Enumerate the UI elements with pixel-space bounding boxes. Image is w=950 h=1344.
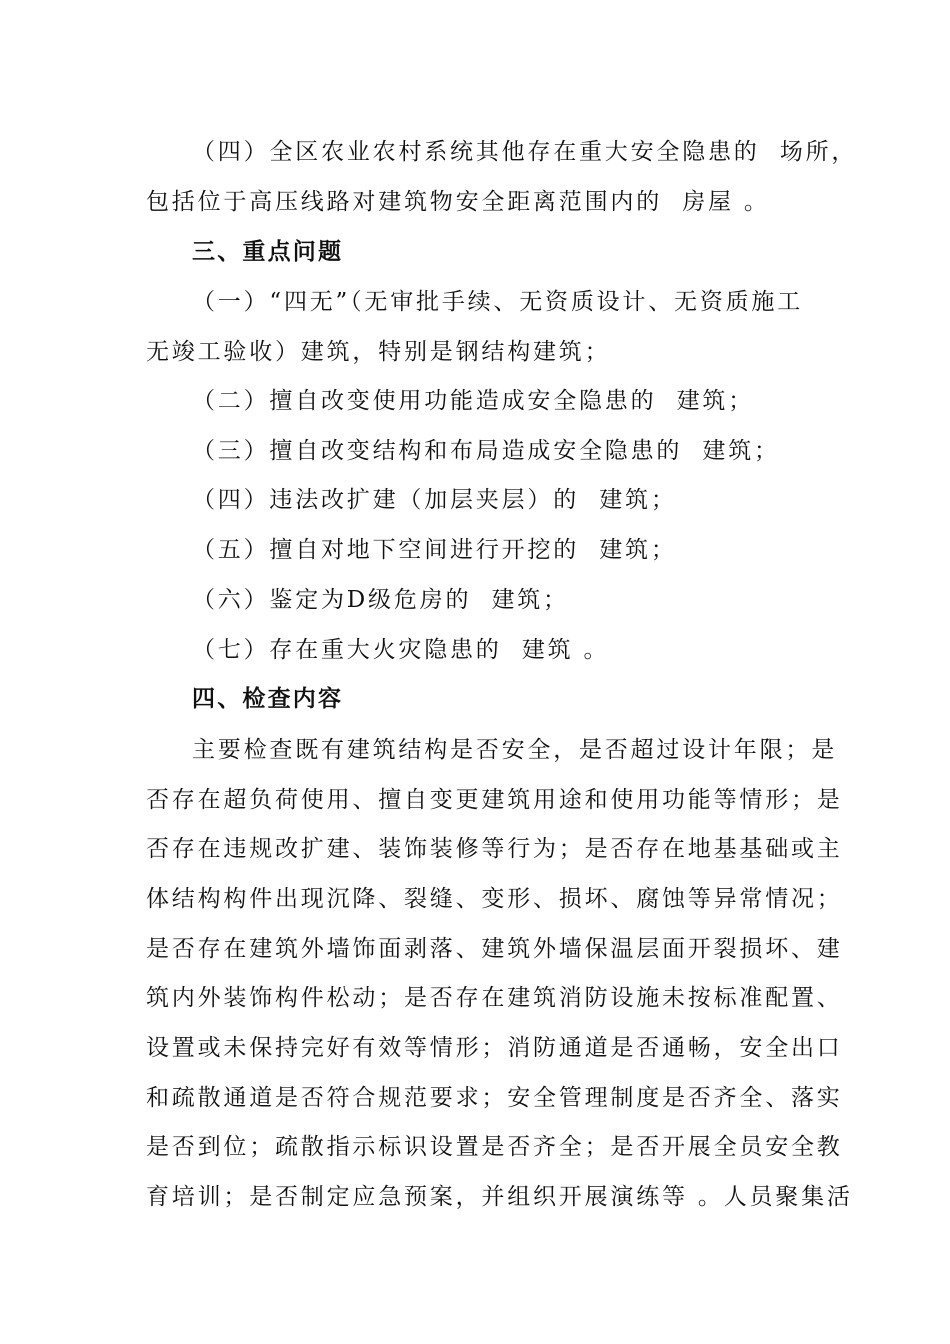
list-item: （七）存在重大火灾隐患的 建筑 。 [192, 637, 610, 663]
body-line: 否存在超负荷使用、擅自变更建筑用途和使用功能等情形；是 [146, 787, 843, 813]
body-line: 是否到位；疏散指示标识设置是否齐全；是否开展全员安全教 [146, 1134, 843, 1160]
paragraph-line: 包括位于高压线路对建筑物安全距离范围内的 房屋 。 [146, 189, 770, 215]
body-line: 育培训；是否制定应急预案，并组织开展演练等 。人员聚集活 [146, 1184, 853, 1210]
body-line: 和疏散通道是否符合规范要求；安全管理制度是否齐全、落实 [146, 1085, 843, 1111]
list-item: （五）擅自对地下空间进行开挖的 建筑； [192, 537, 677, 563]
body-line: 是否存在建筑外墙饰面剥落、建筑外墙保温层面开裂损坏、建 [146, 936, 843, 962]
body-line: 主要检查既有建筑结构是否安全，是否超过设计年限；是 [192, 737, 837, 763]
section-heading: 三、重点问题 [192, 239, 344, 265]
section-heading: 四、检查内容 [192, 686, 344, 712]
paragraph-line: （四）全区农业农村系统其他存在重大安全隐患的 场所， [192, 139, 858, 165]
body-line: 否存在违规改扩建、装饰装修等行为；是否存在地基基础或主 [146, 836, 843, 862]
list-item: （二）擅自改变使用功能造成安全隐患的 建筑； [192, 388, 755, 414]
list-item: （六）鉴定为D级危房的 建筑； [192, 587, 569, 613]
body-line: 体结构构件出现沉降、裂缝、变形、损坏、腐蚀等异常情况； [146, 886, 843, 912]
body-line: 设置或未保持完好有效等情形；消防通道是否通畅，安全出口 [146, 1035, 843, 1061]
list-item: （四）违法改扩建（加层夹层）的 建筑； [192, 487, 677, 513]
list-item: （一）“四无”（无审批手续、无资质设计、无资质施工 [192, 289, 804, 315]
body-line: 筑内外装饰构件松动；是否存在建筑消防设施未按标准配置、 [146, 985, 843, 1011]
list-item: （三）擅自改变结构和布局造成安全隐患的 建筑； [192, 438, 780, 464]
list-item-continuation: 无竣工验收）建筑，特别是钢结构建筑； [146, 339, 611, 365]
